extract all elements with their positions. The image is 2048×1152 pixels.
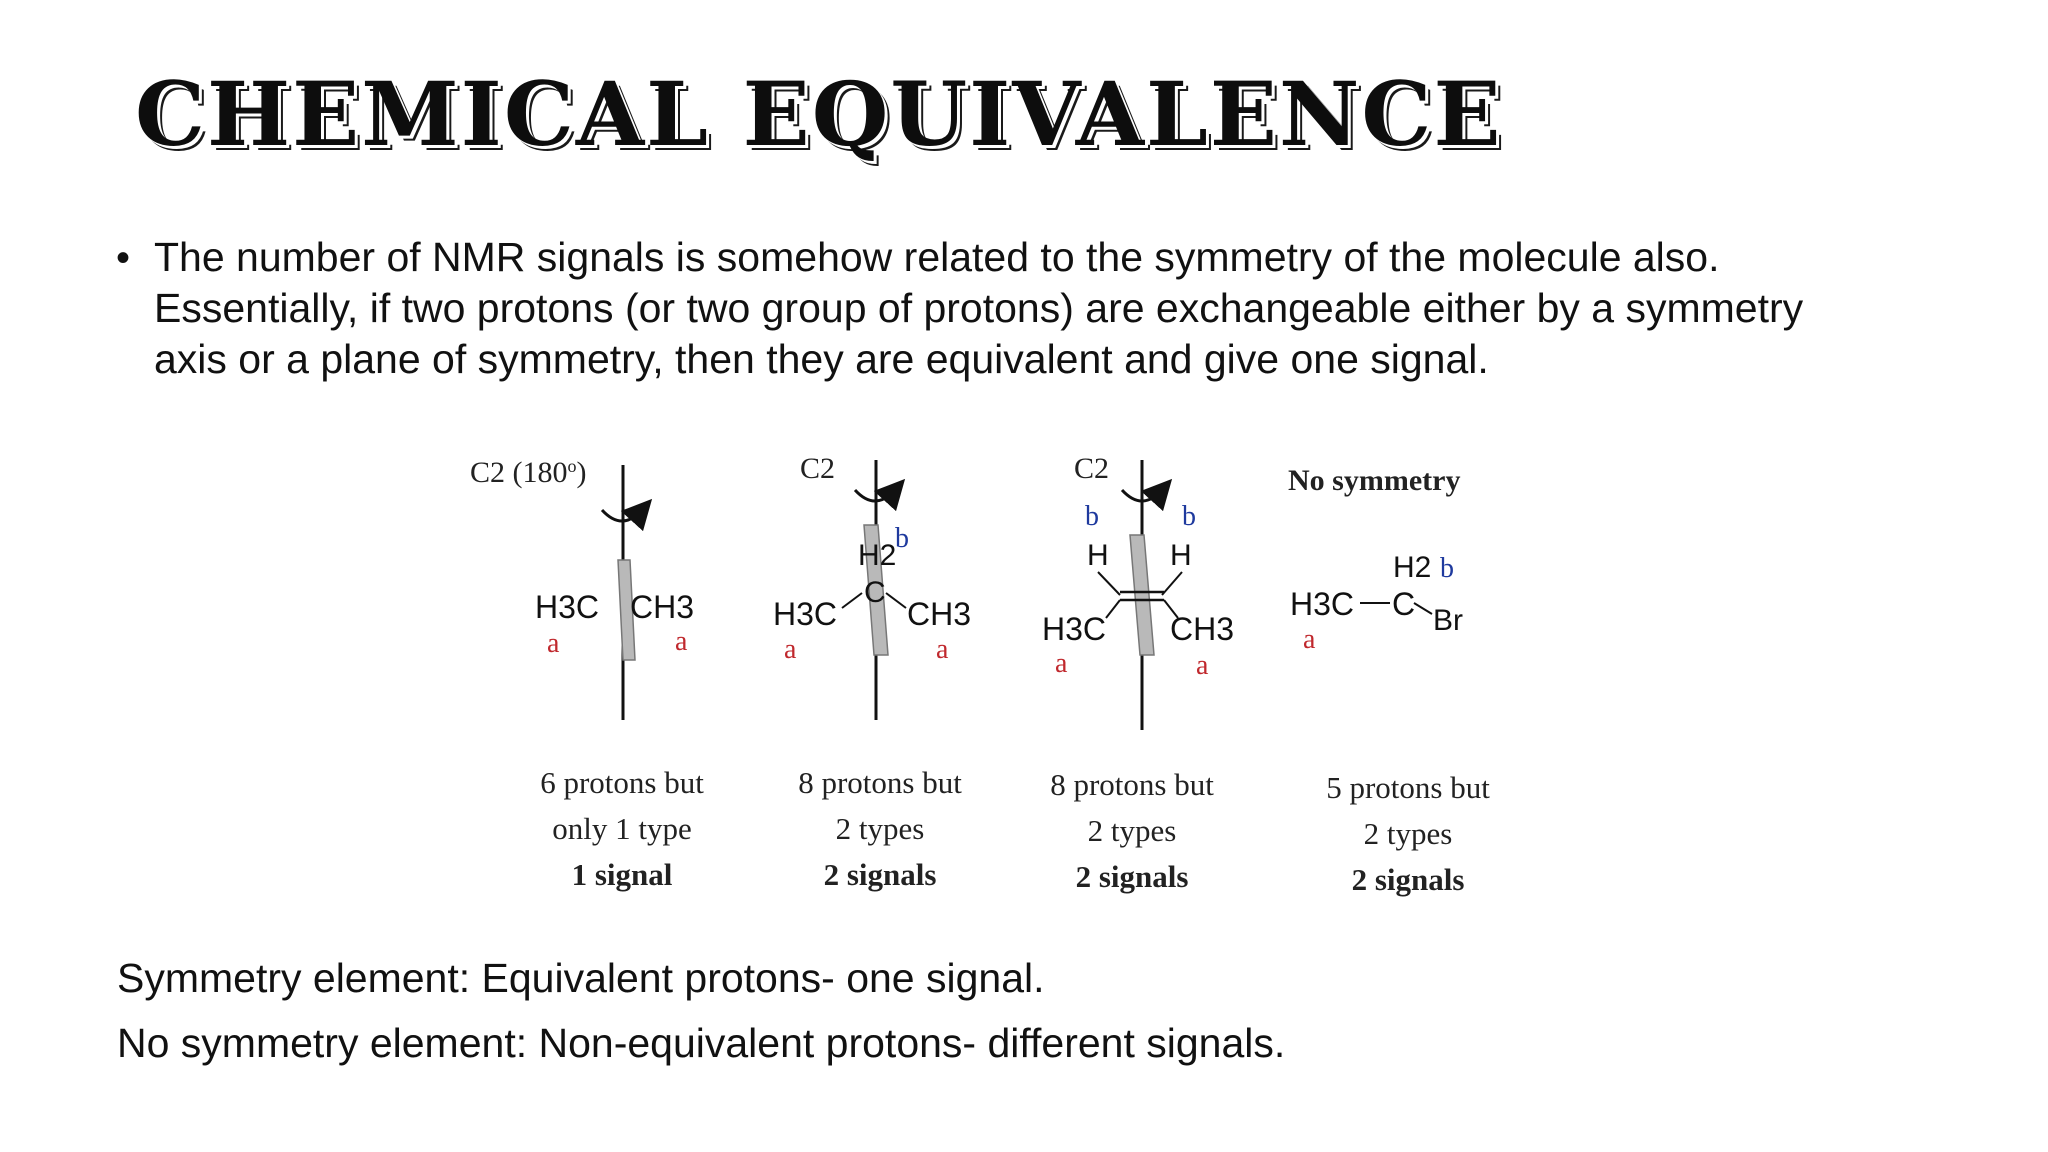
caption-line: 8 protons but [1050,767,1214,802]
panel-3-h-right: H [1170,539,1192,572]
panel-4-top-group: H2 [1393,551,1432,584]
caption-signal-count: 2 signals [823,857,937,892]
panel-2-caption [760,760,1000,898]
caption-line: 8 protons but [798,765,962,800]
panel-2-axis-label: C2 [800,452,836,485]
panel-2-center-atom: C [864,576,886,609]
panel-3-left-group: H3C [1042,611,1107,647]
bullet-text: The number of NMR signals is somehow related to the symmetry of the molecule also. Essentially, if two protons (or two group of protons) are exchangeable either by a symmetry axis or a plane of symmetry, then they are equivalent and give one signal. [154,234,1804,382]
footer-line-symmetry: Symmetry element: Equivalent protons- one signal. [117,955,1045,1001]
slide-title: CHEMICAL EQUIVALENCE [135,62,1503,166]
panel-3-left-tag: a [1055,648,1068,679]
panel-3-h-left-tag: b [1085,501,1099,532]
caption-line: 2 types [1087,813,1177,848]
panel-4-right-group: Br [1433,604,1463,637]
panel-3-symmetry-plane [1130,535,1154,655]
panel-4-heading: No symmetry [1288,464,1461,497]
panel-1-ethane [470,456,694,720]
caption-line: 2 types [835,811,925,846]
caption-signal-count: 2 signals [1075,859,1189,894]
caption-signal-count: 1 signal [571,857,673,892]
panel-2-propane [773,452,971,720]
panel-3-axis-label: C2 [1074,452,1110,485]
panel-2-left-group: H3C [773,596,838,632]
panel-1-axis-label: C2 (180$^o$) [470,456,587,489]
panel-3-h-right-tag: b [1182,501,1196,532]
panel-4-caption [1288,765,1528,903]
footer-line-no-symmetry: No symmetry element: Non-equivalent protons- different signals. [117,1020,1286,1066]
panel-4-top-tag: b [1440,553,1454,584]
bullet-dot-icon: • [116,236,131,280]
panel-3-butene [1042,452,1234,730]
panel-1-left-group: H3C [535,589,600,625]
panel-4-left-tag: a [1303,624,1316,655]
caption-signal-count: 2 signals [1351,862,1465,897]
caption-line: 2 types [1363,816,1453,851]
panel-1-left-tag: a [547,628,560,659]
panel-4-left-group: H3C [1290,586,1355,622]
panel-4-bromoethane [1288,464,1463,655]
panel-1-right-group: CH3 [630,589,695,625]
panel-2-top-group: H2 [858,539,897,572]
panel-2-left-tag: a [784,634,797,665]
panel-3-caption [1012,762,1252,900]
panel-2-top-tag: b [895,523,909,554]
panel-2-right-tag: a [936,634,949,665]
panel-3-right-group: CH3 [1170,611,1235,647]
panel-1-right-tag: a [675,626,688,657]
panel-4-center-atom: C [1392,586,1416,622]
panel-3-right-tag: a [1196,650,1209,681]
caption-line: only 1 type [552,811,692,846]
caption-line: 5 protons but [1326,770,1490,805]
symmetry-figure [430,440,1580,920]
caption-line: 6 protons but [540,765,704,800]
panel-3-h-left: H [1087,539,1109,572]
panel-2-right-group: CH3 [907,596,972,632]
panel-1-caption [502,760,742,898]
